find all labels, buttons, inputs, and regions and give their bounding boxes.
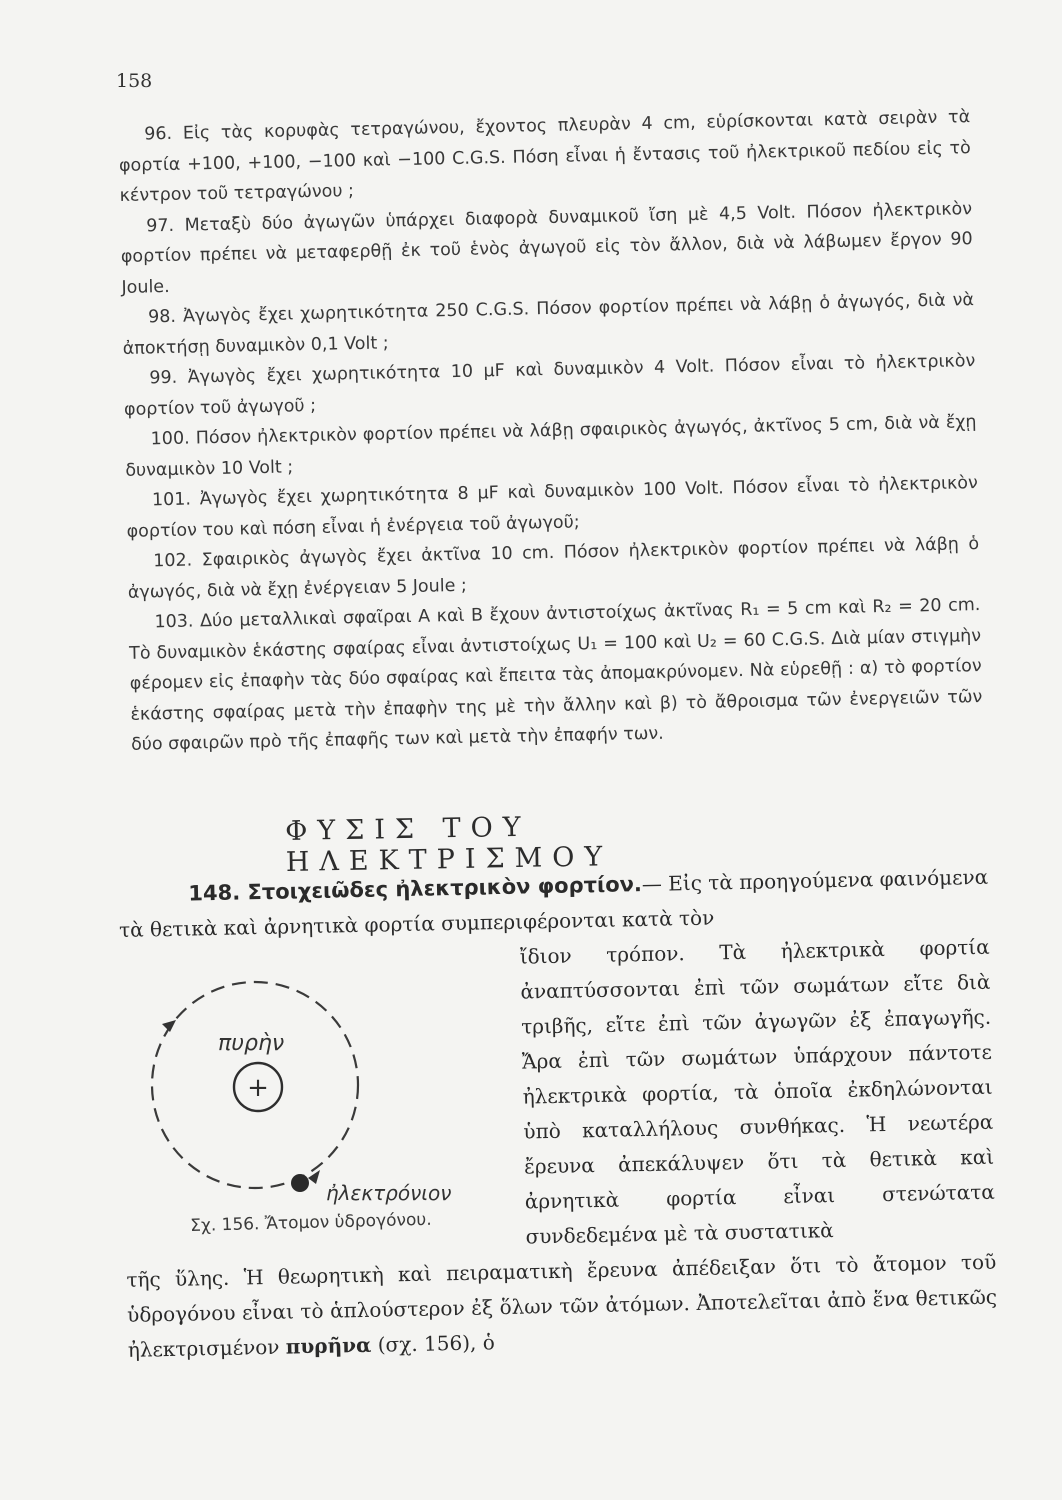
problem-98: 98. Ἀγωγὸς ἔχει χωρητικότητα 250 C.G.S. Πόσον φορτίον πρέπει νὰ λάβῃ ὁ ἀγωγός, διὰ νὰ ἀποκτήσῃ δυναμικὸν 0,1 Volt ; bbox=[122, 290, 975, 359]
paragraph-side-text: ἴδιον τρόπον. Τὰ ἠλεκτρικὰ φορτία ἀναπτύσσονται ἐπὶ τῶν σωμάτων εἴτε διὰ τριβῆς, εἴτε ἐπὶ τῶν ἀγωγῶν ἐξ ἐπαγωγῆς. Ἄρα ἐπὶ τῶν σωμάτων ὑπάρχουν πάντοτε ἠλεκτρικὰ φορτία, τὰ ὁποῖα ἐκδηλώνονται ὑπὸ καταλλήλους συνθήκας. Ἡ νεωτέρα ἔρευνα ἀπεκάλυψεν ὅτι τὰ θετικὰ καὶ ἀρνητικὰ φορτία εἶναι στενώτατα συνδεδεμένα μὲ τὰ συστατικὰ bbox=[519, 934, 996, 1249]
figure-caption: Σχ. 156. Ἄτομον ὑδρογόνου. bbox=[190, 1209, 432, 1236]
paragraph-tail-text-1: τῆς ὕλης. Ἡ θεωρητικὴ καὶ πειραματικὴ ἔρευνα ἀπέδειξαν ὅτι τὸ ἄτομον τοῦ ὑδρογόνου εἶναι τὸ ἁπλούστερον ἐξ ὅλων τῶν ἀτόμων. Ἀποτελεῖται ἀπὸ ἕνα θετικῶς ἠλεκτρισμένον bbox=[126, 1249, 998, 1362]
paragraph-continuation bbox=[126, 1245, 998, 1368]
nucleus-sign: + bbox=[247, 1073, 269, 1103]
electron-label: ἠλεκτρόνιον bbox=[326, 1181, 452, 1205]
page-number: 158 bbox=[116, 70, 153, 92]
electron-dot bbox=[291, 1174, 309, 1192]
paragraph-tail-text-2: (σχ. 156), ὁ bbox=[371, 1330, 495, 1357]
section-title: ΦΥΣΙΣ ΤΟΥ ΗΛΕΚΤΡΙΣΜΟΥ bbox=[285, 811, 613, 878]
problem-99: 99. Ἀγωγὸς ἔχει χωρητικότητα 10 μF καὶ δυναμικὸν 4 Volt. Πόσον εἶναι τὸ ἠλεκτρικὸν φορτίον τοῦ ἀγωγοῦ ; bbox=[123, 351, 976, 420]
problem-102: 102. Σφαιρικὸς ἀγωγὸς ἔχει ἀκτῖνα 10 cm. Πόσον ἠλεκτρικὸν φορτίον πρέπει νὰ λάβῃ ὁ ἀγωγός, διὰ νὰ ἔχῃ ἐνέργειαν 5 Joule ; bbox=[127, 534, 980, 603]
orbit-arrow-icon bbox=[162, 1020, 176, 1032]
electron-arrow-icon bbox=[308, 1170, 320, 1184]
problem-103: 103. Δύο μεταλλικαὶ σφαῖραι Α καὶ Β ἔχουν ἀντιστοίχως ἀκτῖνας R₁ = 5 cm καὶ R₂ = 20 cm. Τὸ δυναμικὸν ἑκάστης σφαίρας εἶναι ἀντιστοίχως U₁ = 100 καὶ U₂ = 60 C.G.S. Διὰ μίαν στιγμὴν φέρομεν εἰς ἐπαφὴν τὰς δύο σφαίρας καὶ ἔπειτα τὰς ἀπομακρύνομεν. Νὰ εὑρεθῇ : α) τὸ φορτίον ἑκάστης σφαίρας μετὰ τὴν ἐπαφὴν της μὲ τὴν ἄλλην καὶ β) τὸ ἄθροισμα τῶν ἐνεργειῶν τῶν δύο σφαιρῶν πρὸ τῆς ἐπαφῆς των καὶ μετὰ τὴν ἐπαφήν των. bbox=[128, 595, 983, 755]
problem-101: 101. Ἀγωγὸς ἔχει χωρητικότητα 8 μF καὶ δυναμικὸν 100 Volt. Πόσον εἶναι τὸ ἠλεκτρικὸν φορτίον του καὶ πόση εἶναι ἡ ἐνέργεια τοῦ ἀγωγοῦ; bbox=[126, 473, 979, 542]
nucleus-term: πυρῆνα bbox=[285, 1332, 372, 1359]
nucleus-label: πυρὴν bbox=[218, 1031, 285, 1056]
problem-100: 100. Πόσον ἠλεκτρικὸν φορτίον πρέπει νὰ λάβῃ σφαιρικὸς ἀγωγός, ἀκτῖνος 5 cm, διὰ νὰ ἔχῃ δυναμικὸν 10 Volt ; bbox=[125, 412, 977, 481]
problem-97: 97. Μεταξὺ δύο ἀγωγῶν ὑπάρχει διαφορὰ δυναμικοῦ ἴση μὲ 4,5 Volt. Πόσον ἠλεκτρικὸν φορτίον πρέπει νὰ μεταφερθῇ ἐκ τοῦ ἑνὸς ἀγωγοῦ εἰς τὸν ἄλλον, διὰ νὰ λάβωμεν ἔργον 90 Joule. bbox=[120, 198, 973, 298]
problem-96: 96. Εἰς τὰς κορυφὰς τετραγώνου, ἔχοντος πλευρὰν 4 cm, εὑρίσκονται κατὰ σειρὰν τὰ φορτία +100, +100, −100 καὶ −100 C.G.S. Πόση εἶναι ἡ ἔντασις τοῦ ἠλεκτρικοῦ πεδίου εἰς τὸ κέντρον τοῦ τετραγώνου ; bbox=[118, 107, 971, 206]
paragraph-intro-text: — Εἰς τὰ προηγούμενα φαινόμενα τὰ θετικὰ καὶ ἀρνητικὰ φορτία συμπεριφέρονται κατὰ τὸν bbox=[118, 864, 989, 942]
problems-list bbox=[118, 102, 983, 760]
paragraph-heading: 148. Στοιχειῶδες ἠλεκτρικὸν φορτίον. bbox=[188, 872, 643, 906]
